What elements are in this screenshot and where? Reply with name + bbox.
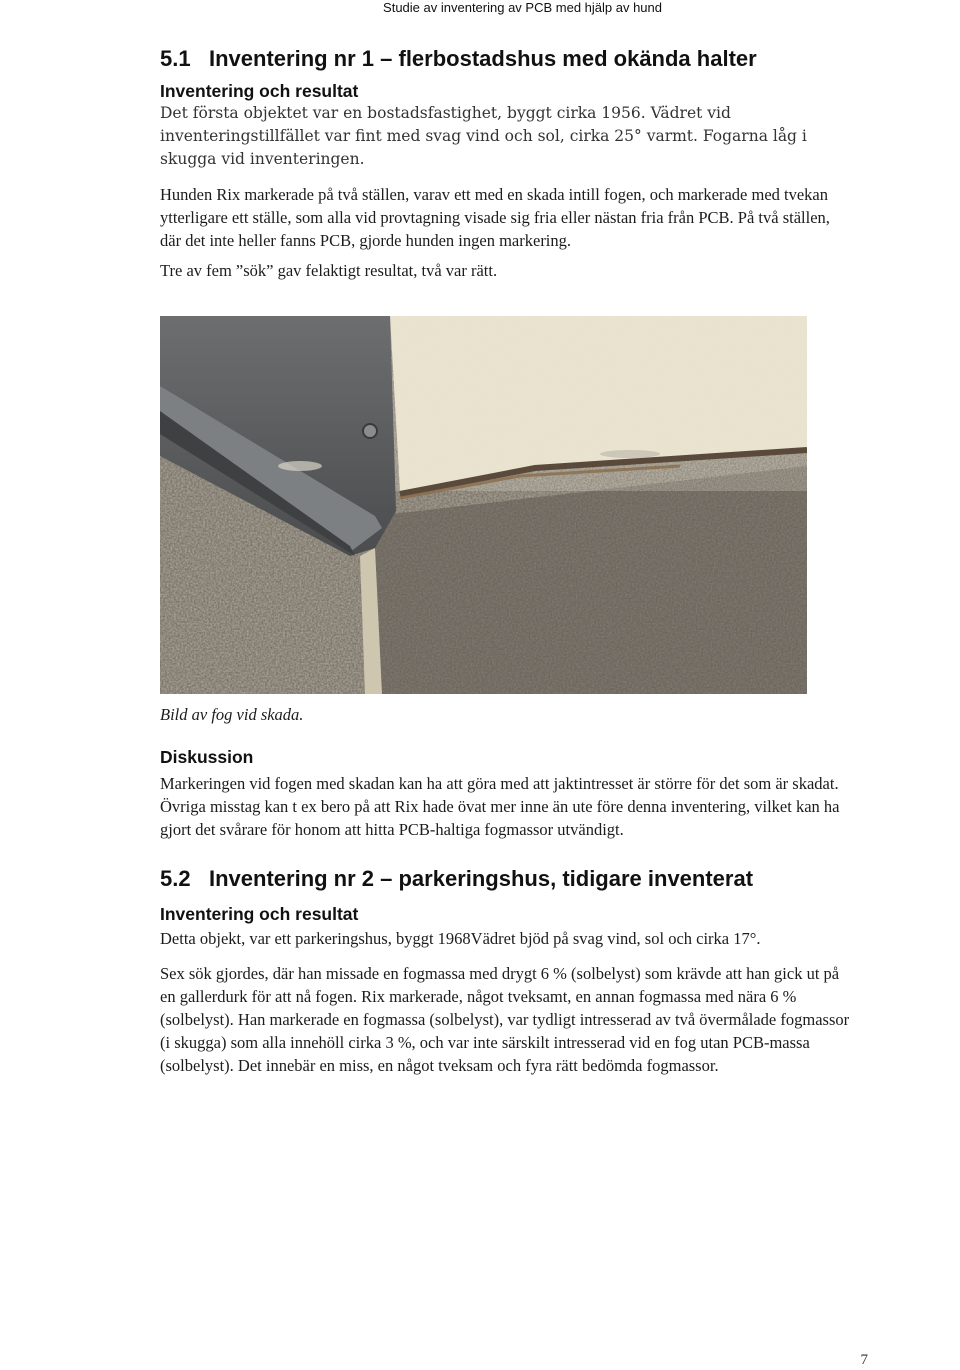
paragraph-object-2: Detta objekt, var ett parkeringshus, byggt 1968Vädret bjöd på svag vind, sol och cirka 17°. — [160, 929, 761, 948]
paragraph-intro: Det första objektet var en bostadsfastighet, byggt cirka 1956. Vädret vid inventeringstillfället var fint med svag vind och sol, cirka 25° varmt. Fogarna låg i skugga vid inventeringen. — [160, 104, 807, 168]
paragraph-searches: Sex sök gjordes, där han missade en fogmassa med drygt 6 % (solbelyst) som krävde att han gick ut på en gallerdurk för att nå fogen. Rix markerade, något tveksamt, en annan fogmassa med nära 6 % (solbelyst). Han markerade en fogmassa (solbelyst), var tydligt intresserad av två övermålade fogmassor (i skugga) som alla innehöll cirka 3 %, och var inte särskilt intresserad vid en fog utan PCB-massa (solbelyst). Det innebär en miss, en något tveksam och fyra rätt bedömda fogmassor. — [160, 964, 850, 1075]
paragraph-markings: Hunden Rix markerade på två ställen, varav ett med en skada intill fogen, och markerade med tvekan ytterligare ett ställe, som alla vid provtagning visade sig fria eller nästan fria från PCB. På två ställen, där det inte heller fanns PCB, gjorde hunden ingen markering. — [160, 185, 830, 250]
subheading-discussion: Diskussion — [160, 747, 254, 767]
paragraph-summary: Tre av fem ”sök” gav felaktigt resultat, två var rätt. — [160, 261, 498, 280]
section-number: 5.1 — [160, 46, 191, 71]
document-body-lower — [160, 745, 850, 1077]
section-5-2-heading — [160, 864, 850, 894]
document-body — [160, 42, 850, 282]
page-number: 7 — [860, 1352, 868, 1368]
joint-damage-photo — [160, 316, 807, 694]
section-number: 5.2 — [160, 866, 191, 891]
section-title: Inventering nr 2 – parkeringshus, tidigare inventerat — [209, 866, 754, 891]
joint-photo-graphic — [160, 316, 807, 694]
section-title: Inventering nr 1 – flerbostadshus med okända halter — [209, 46, 757, 71]
section-5-1-heading — [160, 44, 850, 74]
paragraph-discussion: Markeringen vid fogen med skadan kan ha att göra med att jaktintresset är större för det som är skadat. Övriga misstag kan t ex bero på att Rix hade övat mer inne än ute före denna inventering, vilket kan ha gjort det svårare för honom att hitta PCB-haltiga fogmassor utvändigt. — [160, 774, 840, 839]
running-header: Studie av inventering av PCB med hjälp av hund — [383, 0, 662, 15]
figure-caption: Bild av fog vid skada. — [160, 705, 304, 724]
subheading-inventory-results: Inventering och resultat — [160, 81, 359, 101]
subheading-inventory-results-2: Inventering och resultat — [160, 904, 359, 924]
